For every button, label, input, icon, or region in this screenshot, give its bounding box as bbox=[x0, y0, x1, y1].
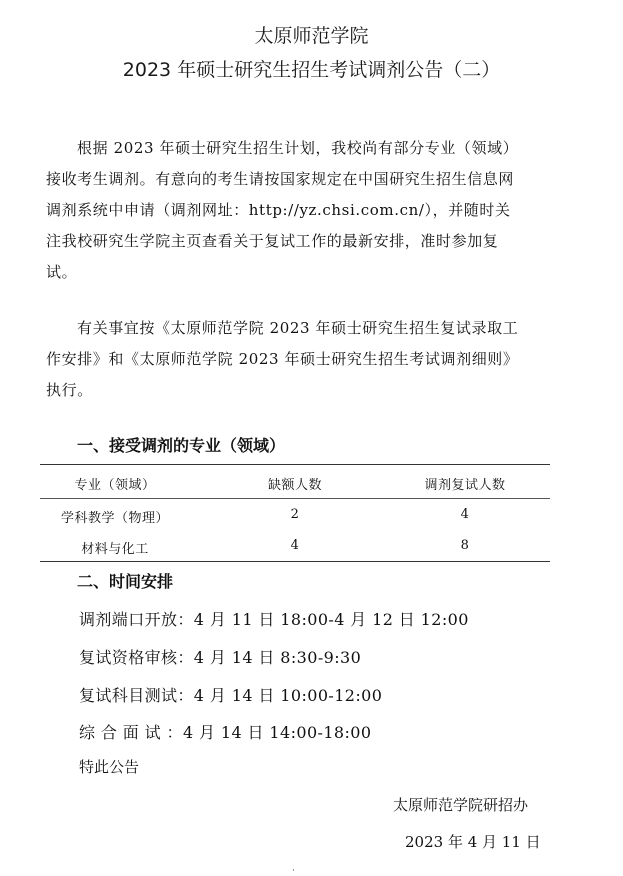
table-cell-row2-major: 材料与化工 bbox=[81, 542, 149, 557]
table-cell-row2-vacancies: 4 bbox=[290, 538, 300, 553]
table-header-rule bbox=[40, 498, 550, 499]
table-cell-row1-interviews: 4 bbox=[460, 507, 470, 522]
footer-mark: · bbox=[292, 866, 295, 876]
schedule-item-subject-test: 复试科目测试：4 月 14 日 10:00-12:00 bbox=[79, 686, 383, 705]
announcement-title: 2023 年硕士研究生招生考试调剂公告（二） bbox=[122, 59, 501, 81]
intro-paragraph-1-line-2: 接收考生调剂。有意向的考生请按国家规定在中国研究生招生信息网 bbox=[46, 170, 515, 188]
table-header-vacancies: 缺额人数 bbox=[267, 478, 323, 493]
school-name-title: 太原师范学院 bbox=[254, 25, 369, 47]
schedule-item-qualification-review: 复试资格审核：4 月 14 日 8:30-9:30 bbox=[79, 648, 362, 667]
closing-text: 特此公告 bbox=[79, 758, 140, 776]
schedule-item-adjustment-window: 调剂端口开放：4 月 11 日 18:00-4 月 12 日 12:00 bbox=[79, 610, 469, 629]
intro-paragraph-1-line-4: 注我校研究生学院主页查看关于复试工作的最新安排，准时参加复 bbox=[46, 232, 499, 250]
intro-paragraph-1-line-3: 调剂系统中申请（调剂网址：http://yz.chsi.com.cn/），并随时关 bbox=[46, 201, 511, 219]
issue-date: 2023 年 4 月 11 日 bbox=[405, 833, 541, 851]
table-cell-row1-vacancies: 2 bbox=[290, 507, 300, 522]
section-1-heading: 一、接受调剂的专业（领域） bbox=[77, 436, 286, 455]
intro-paragraph-2-line-2: 作安排》和《太原师范学院 2023 年硕士研究生招生考试调剂细则》 bbox=[46, 350, 519, 368]
majors-table bbox=[40, 464, 550, 562]
section-2-heading: 二、时间安排 bbox=[77, 572, 174, 591]
intro-paragraph-1-line-1: 根据 2023 年硕士研究生招生计划，我校尚有部分专业（领域） bbox=[77, 139, 519, 157]
table-cell-row2-interviews: 8 bbox=[460, 538, 470, 553]
table-header-interviews: 调剂复试人数 bbox=[424, 478, 506, 493]
intro-paragraph-2-line-3: 执行。 bbox=[46, 381, 93, 399]
table-cell-row1-major: 学科教学（物理） bbox=[60, 511, 170, 526]
schedule-item-interview: 综 合 面 试 ：4 月 14 日 14:00-18:00 bbox=[79, 723, 372, 742]
table-header-major: 专业（领域） bbox=[74, 478, 156, 493]
intro-paragraph-2-line-1: 有关事宜按《太原师范学院 2023 年硕士研究生招生复试录取工 bbox=[77, 319, 519, 337]
issuing-office: 太原师范学院研招办 bbox=[393, 796, 529, 814]
intro-paragraph-1-line-5: 试。 bbox=[46, 263, 78, 281]
